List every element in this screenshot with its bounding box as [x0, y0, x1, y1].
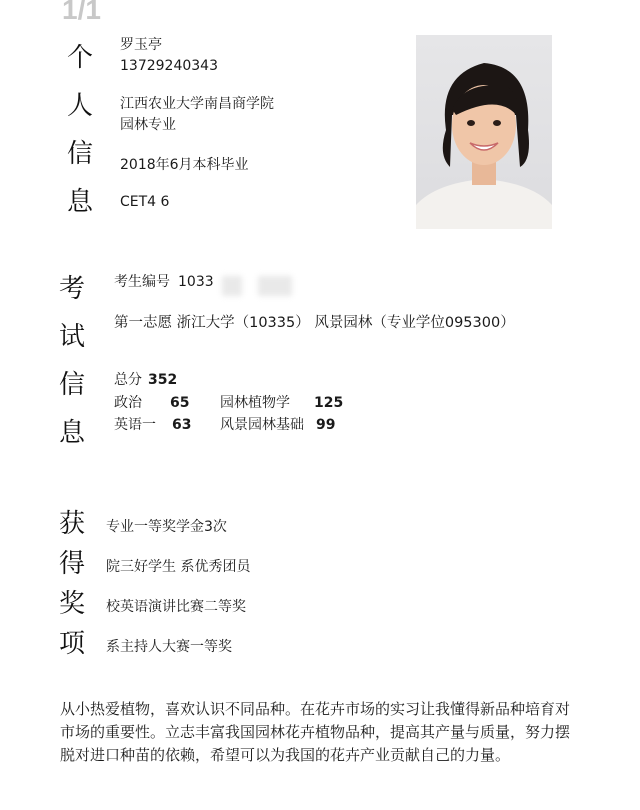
name: 罗玉亭	[120, 37, 162, 53]
score-value: 99	[316, 417, 336, 433]
heading-char: 息	[58, 418, 85, 448]
heading-char: 个	[66, 43, 93, 73]
heading-char: 人	[66, 91, 93, 121]
score-value: 63	[172, 417, 192, 433]
first-choice: 第一志愿 浙江大学（10335） 风景园林（专业学位095300）	[114, 315, 515, 331]
total-score: 352	[148, 372, 178, 388]
score-value: 125	[314, 395, 344, 411]
major: 园林专业	[120, 117, 176, 133]
personal-statement: 从小热爱植物，喜欢认识不同品种。在花卉市场的实习让我懂得新品种培育对市场的重要性。立志丰富我国园林花卉植物品种，提高其产量与质量，努力摆脱对进口种苗的依赖，希望可以为我国的花卉产业贡献自己的力量。	[60, 700, 571, 764]
score-subject: 政治	[114, 395, 142, 411]
award-item: 专业一等奖学金3次	[106, 519, 227, 535]
heading-char: 息	[66, 187, 93, 217]
total-score-label: 总分	[114, 372, 142, 388]
score-value: 65	[170, 395, 190, 411]
award-item: 系主持人大赛一等奖	[106, 639, 232, 655]
english-level: CET4 6	[120, 194, 170, 210]
heading-char: 获	[58, 509, 85, 539]
heading-char: 信	[66, 139, 93, 169]
personal-info-heading	[60, 34, 100, 226]
portrait-illustration	[416, 35, 552, 229]
awards-heading	[52, 504, 92, 664]
score-subject: 园林植物学	[220, 395, 290, 411]
phone: 13729240343	[120, 58, 218, 74]
graduation: 2018年6月本科毕业	[120, 157, 249, 173]
heading-char: 考	[58, 274, 85, 304]
heading-char: 得	[58, 549, 85, 579]
heading-char: 试	[58, 322, 85, 352]
redaction-blur	[222, 276, 242, 296]
profile-photo	[416, 35, 552, 229]
exam-info-heading	[52, 265, 92, 457]
school: 江西农业大学南昌商学院	[120, 96, 274, 112]
heading-char: 信	[58, 370, 85, 400]
redaction-blur	[258, 276, 292, 296]
score-subject: 风景园林基础	[220, 417, 304, 433]
page-number: 1/1	[62, 0, 101, 25]
award-item: 院三好学生 系优秀团员	[106, 559, 251, 575]
heading-char: 项	[58, 629, 85, 659]
score-subject: 英语一	[114, 417, 156, 433]
award-item: 校英语演讲比赛二等奖	[106, 599, 246, 615]
candidate-number: 1033	[178, 274, 214, 290]
candidate-number-label: 考生编号	[114, 274, 170, 290]
heading-char: 奖	[58, 589, 85, 619]
